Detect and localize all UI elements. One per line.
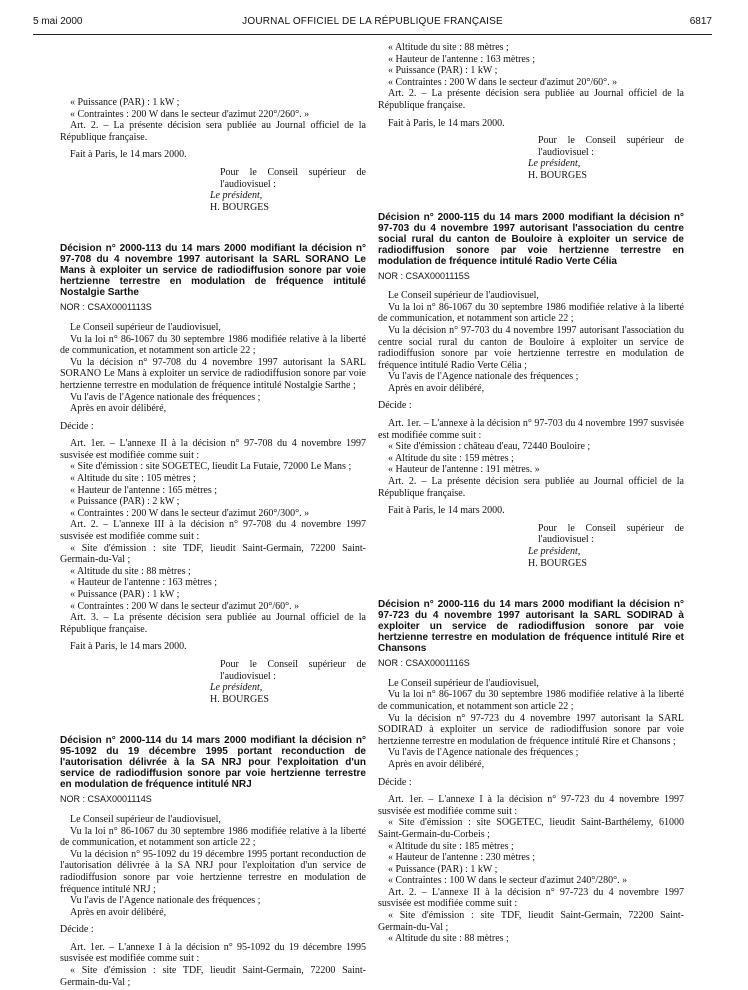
decision-title: Décision n° 2000-113 du 14 mars 2000 modifiant la décision n° 97-708 du 4 novembre 1997 autorisant la SARL SORANO Le Mans à exploiter un service de radiodiffusion sonore par voie hertzienne terrestre en modulation de fréquence intitulé Nostalgie Sarthe [60,243,366,299]
text-line: « Puissance (PAR) : 1 kW ; [388,863,498,875]
paragraph: Le Conseil supérieur de l'audiovisuel, [70,813,221,825]
paragraph: Vu la décision n° 97-703 du 4 novembre 1997 autorisant l'association du centre social rural du canton de Bouloire à exploiter un service de radiodiffusion sonore par voie hertzienne terrestre en modulation de fréquence intitulé Radio Verte Célia ; [378,324,684,371]
decision-title: Décision n° 2000-114 du 14 mars 2000 modifiant la décision n° 95-1092 du 19 décembre 1995 portant reconduction de l'autorisation délivrée à la SA NRJ pour l'exploitation d'un service de radiodiffusion sonore par voie hertzienne terrestre en modulation de fréquence intitulé NRJ [60,735,366,791]
paragraph: Vu la décision n° 95-1092 du 19 décembre 1995 portant reconduction de l'autorisation délivrée à la SA NRJ pour l'exploitation d'un service de radiodiffusion sonore par voie hertzienne terrestre en modulation de fréquence intitulé NRJ ; [60,848,366,895]
article-text: Art. 2. – La présente décision sera publiée au Journal officiel de la République française. [378,476,684,499]
text-line: « Hauteur de l'antenne : 230 mètres ; [388,852,536,864]
text-line: « Site d'émission : site SOGETEC, lieudit La Futaie, 72000 Le Mans ; [70,461,352,473]
paragraph: Vu la loi n° 86-1067 du 30 septembre 1986 modifiée relative à la liberté de communication, et notamment son article 22 ; [378,301,684,325]
signature-line: Pour le Conseil supérieur de l'audiovisuel : [220,658,366,682]
fait-line: Fait à Paris, le 14 mars 2000. [70,641,187,653]
header-rule [33,34,712,35]
article-text: Art. 1er. – L'annexe I à la décision n° 95-1092 du 19 décembre 1995 susvisée est modifiée comme suit : [60,941,366,965]
fait-line: Fait à Paris, le 14 mars 2000. [388,505,505,517]
nor-reference: NOR : CSAX0001116S [378,658,470,669]
text-line: « Site d'émission : château d'eau, 72440 Bouloire ; [388,441,591,453]
text-line: « Contraintes : 100 W dans le secteur d'azimut 240°/280°. » [388,875,628,887]
paragraph: Vu la décision n° 97-708 du 4 novembre 1997 autorisant la SARL SORANO Le Mans à exploiter un service de radiodiffusion sonore par voie hertzienne terrestre en modulation de fréquence intitulé Nostalgie Sarthe ; [60,356,366,391]
text-line: « Hauteur de l'antenne : 191 mètres. » [388,464,540,476]
paragraph: Vu l'avis de l'Agence nationale des fréquences ; [388,371,579,383]
nor-reference: NOR : CSAX0001115S [378,270,470,281]
fait-line: Fait à Paris, le 14 mars 2000. [70,149,187,161]
article-text: Art. 1er. – L'annexe I à la décision n° 97-723 du 4 novembre 1997 susvisée est modifiée comme suit : [378,794,684,817]
decision-title: Décision n° 2000-115 du 14 mars 2000 modifiant la décision n° 97-703 du 4 novembre 1997 autorisant l'association du centre social rural du canton de Bouloire à exploiter un service de radiodiffusion sonore par voie hertzienne terrestre en modulation de fréquence intitulé Radio Verte Célia [378,211,684,267]
decide-heading: Décide : [378,400,412,412]
signature-name: H. BOURGES [528,169,587,181]
text-line: « Altitude du site : 88 mètres ; [388,933,509,945]
text-line: « Contraintes : 200 W dans le secteur d'azimut 260°/300°. » [70,507,310,519]
signature-role: Le président, [210,682,263,694]
signature-role: Le président, [528,546,581,557]
article-text: Art. 2. – L'annexe II à la décision n° 97-723 du 4 novembre 1997 susvisée est modifiée comme suit : [378,886,684,910]
text-line: « Altitude du site : 88 mètres ; [388,42,509,53]
header-journal-title: JOURNAL OFFICIEL DE LA RÉPUBLIQUE FRANÇAISE [242,16,503,27]
text-line: « Contraintes : 200 W dans le secteur d'azimut 20°/60°. » [70,600,300,612]
text-line: « Hauteur de l'antenne : 165 mètres ; [70,484,218,496]
decide-heading: Décide : [60,924,94,936]
paragraph: Vu la loi n° 86-1067 du 30 septembre 1986 modifiée relative à la liberté de communication, et notamment son article 22 ; [378,689,684,712]
page-header [33,16,712,30]
signature-role: Le président, [210,190,263,202]
nor-reference: NOR : CSAX0001113S [60,302,152,313]
signature-line: Pour le Conseil supérieur de l'audiovisuel : [538,135,684,158]
paragraph: Le Conseil supérieur de l'audiovisuel, [388,290,539,302]
text-line: « Site d'émission : site SOGETEC, lieudit Saint-Barthélemy, 61000 Saint-Germain-du-Corbeis ; [378,817,684,840]
text-line: « Altitude du site : 185 mètres ; [388,840,514,852]
text-line: « Contraintes : 200 W dans le secteur d'azimut 220°/260°. » [70,108,310,120]
signature-line: Pour le Conseil supérieur de l'audiovisuel : [538,522,684,546]
decide-heading: Décide : [60,420,94,432]
paragraph: Vu la décision n° 97-723 du 4 novembre 1997 autorisant la SARL SODIRAD à exploiter un service de radiodiffusion sonore par voie hertzienne terrestre en modulation de fréquence intitulé Rire et Chansons ; [378,712,684,747]
article-text: Art. 3. – La présente décision sera publiée au Journal officiel de la République française. [60,612,366,635]
left-column [60,97,366,988]
paragraph: Vu l'avis de l'Agence nationale des fréquences ; [70,391,261,403]
text-line: « Contraintes : 200 W dans le secteur d'azimut 20°/60°. » [388,76,618,88]
text-line: « Site d'émission : site TDF, lieudit Saint-Germain, 72200 Saint-Germain-du-Val ; [60,965,366,988]
signature-line: Pour le Conseil supérieur de l'audiovisuel : [220,166,366,190]
text-line: « Puissance (PAR) : 1 kW ; [70,589,180,600]
text-line: « Hauteur de l'antenne : 163 mètres ; [388,53,536,65]
paragraph: Après en avoir délibéré, [70,403,167,415]
decision-title: Décision n° 2000-116 du 14 mars 2000 modifiant la décision n° 97-723 du 4 novembre 1997 autorisant la SARL SODIRAD à exploiter un service de radiodiffusion sonore par voie hertzienne terrestre en modulation de fréquence intitulé Rire et Chansons [378,599,684,655]
header-page-number: 6817 [689,16,712,27]
article-text: Art. 2. – La présente décision sera publiée au Journal officiel de la République française. [60,120,366,143]
header-date: 5 mai 2000 [33,16,83,27]
fait-line: Fait à Paris, le 14 mars 2000. [388,117,505,129]
paragraph: Vu la loi n° 86-1067 du 30 septembre 1986 modifiée relative à la liberté de communication, et notamment son article 22 ; [60,333,366,357]
text-line: « Site d'émission : site TDF, lieudit Saint-Germain, 72200 Saint-Germain-du-Val ; [378,910,684,933]
signature-name: H. BOURGES [528,557,587,569]
article-text: Art. 2. – L'annexe III à la décision n° 97-708 du 4 novembre 1997 susvisée est modifiée comme suit : [60,519,366,543]
paragraph: Après en avoir délibéré, [388,382,485,394]
paragraph: Après en avoir délibéré, [70,906,167,918]
paragraph: Le Conseil supérieur de l'audiovisuel, [388,677,539,689]
right-column [378,42,684,945]
text-line: « Hauteur de l'antenne : 163 mètres ; [70,577,218,589]
signature-name: H. BOURGES [210,201,269,213]
article-text: Art. 1er. – L'annexe II à la décision n° 97-708 du 4 novembre 1997 susvisée est modifiée comme suit : [60,438,366,461]
article-text: Art. 2. – La présente décision sera publiée au Journal officiel de la République française. [378,88,684,111]
article-text: Art. 1er. – L'annexe à la décision n° 97-703 du 4 novembre 1997 susvisée est modifiée comme suit : [378,418,684,441]
paragraph: Après en avoir délibéré, [388,758,485,770]
paragraph: Vu l'avis de l'Agence nationale des fréquences ; [70,895,261,907]
text-line: « Altitude du site : 105 mètres ; [70,473,196,485]
decide-heading: Décide : [378,776,412,788]
nor-reference: NOR : CSAX0001114S [60,794,152,805]
text-line: « Puissance (PAR) : 2 kW ; [70,496,180,508]
paragraph: Le Conseil supérieur de l'audiovisuel, [70,321,221,333]
text-line: « Altitude du site : 88 mètres ; [70,565,191,577]
paragraph: Vu l'avis de l'Agence nationale des fréquences ; [388,747,579,759]
text-line: « Site d'émission : site TDF, lieudit Saint-Germain, 72200 Saint-Germain-du-Val ; [60,542,366,566]
text-line: « Altitude du site : 159 mètres ; [388,452,514,464]
paragraph: Vu la loi n° 86-1067 du 30 septembre 1986 modifiée relative à la liberté de communication, et notamment son article 22 ; [60,825,366,849]
signature-name: H. BOURGES [210,693,269,705]
signature-role: Le président, [528,158,581,170]
text-line: « Puissance (PAR) : 1 kW ; [388,65,498,77]
text-line: « Puissance (PAR) : 1 kW ; [70,97,180,108]
